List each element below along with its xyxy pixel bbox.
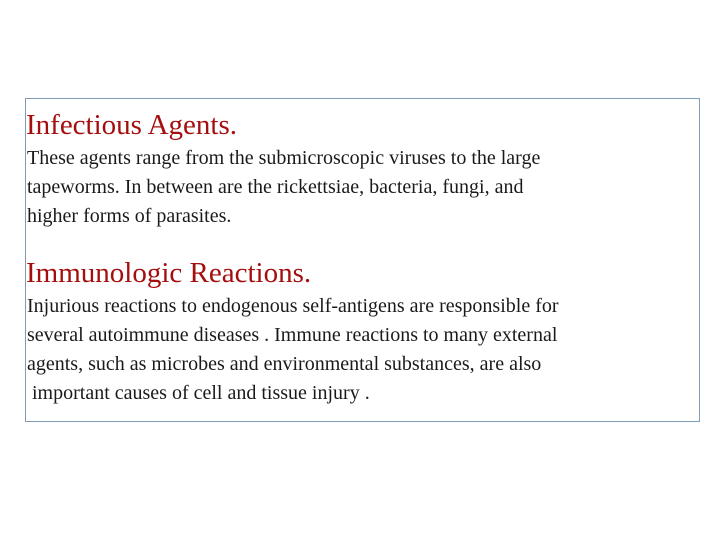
paragraph-line: important causes of cell and tissue injury . <box>27 382 370 404</box>
paragraph-line: agents, such as microbes and environmental substances, are also <box>27 353 542 375</box>
text-content-box <box>25 98 700 422</box>
paragraph-line: several autoimmune diseases . Immune reactions to many external <box>27 324 558 346</box>
paragraph-line: Injurious reactions to endogenous self-antigens are responsible for <box>27 295 559 317</box>
section-heading-immunologic-reactions: Immunologic Reactions. <box>26 257 312 289</box>
paragraph-line: higher forms of parasites. <box>27 205 232 227</box>
section-heading-infectious-agents: Infectious Agents. <box>26 109 238 141</box>
paragraph-line: These agents range from the submicroscopic viruses to the large <box>27 147 541 169</box>
paragraph-line: tapeworms. In between are the rickettsiae, bacteria, fungi, and <box>27 176 524 198</box>
section-body-immunologic-reactions <box>27 292 559 408</box>
section-body-infectious-agents <box>27 144 540 231</box>
